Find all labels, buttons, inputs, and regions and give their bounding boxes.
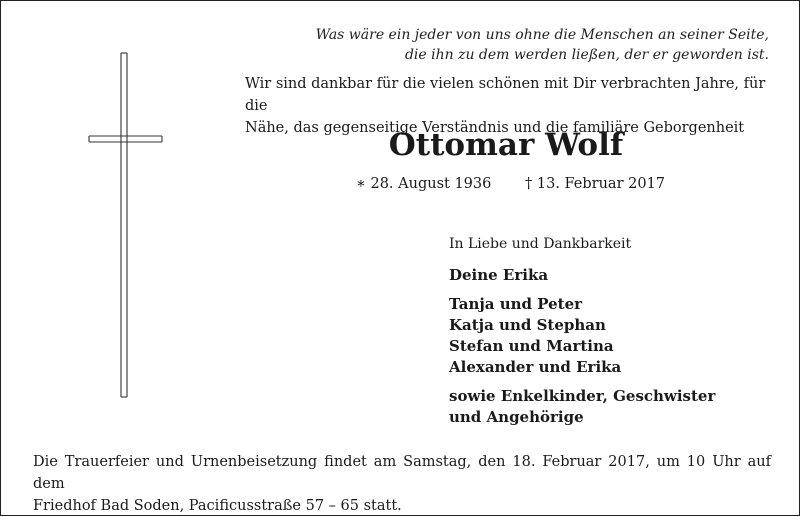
mourner-name: Alexander und Erika (449, 358, 622, 376)
family-signoff (449, 235, 779, 436)
mourner-name: sowie Enkelkinder, Geschwister (449, 387, 716, 405)
signoff-group (449, 294, 779, 378)
mourner-name: und Angehörige (449, 408, 584, 426)
signoff-group (449, 386, 779, 428)
mourner-name: Katja und Stephan (449, 316, 606, 334)
deceased-name: Ottomar Wolf (388, 127, 624, 163)
ceremony-line: Die Trauerfeier und Urnenbeisetzung findet am Samstag, den 18. Februar 2017, um 10 Uhr auf dem (33, 454, 771, 492)
mourner-name: Deine Erika (449, 266, 549, 284)
ceremony-info (33, 451, 771, 517)
ceremony-line: Friedhof Bad Soden, Pacificusstraße 57 – 65 statt. (33, 498, 402, 514)
death-date: † 13. Februar 2017 (525, 176, 666, 192)
motto-line: die ihn zu dem werden ließen, der er geworden ist. (404, 47, 769, 63)
motto-quote (249, 25, 769, 65)
signoff-group (449, 265, 779, 286)
gratitude-line: Nähe, das gegenseitige Verständnis und die familiäre Geborgenheit (245, 120, 745, 136)
mourner-name: Stefan und Martina (449, 337, 614, 355)
motto-line: Was wäre ein jeder von uns ohne die Menschen an seiner Seite, (315, 27, 769, 43)
mourner-name: Tanja und Peter (449, 295, 583, 313)
signoff-intro: In Liebe und Dankbarkeit (449, 236, 632, 252)
birth-date: ∗ 28. August 1936 (356, 176, 492, 192)
gratitude-line: Wir sind dankbar für die vielen schönen mit Dir verbrachten Jahre, für die (245, 76, 766, 114)
